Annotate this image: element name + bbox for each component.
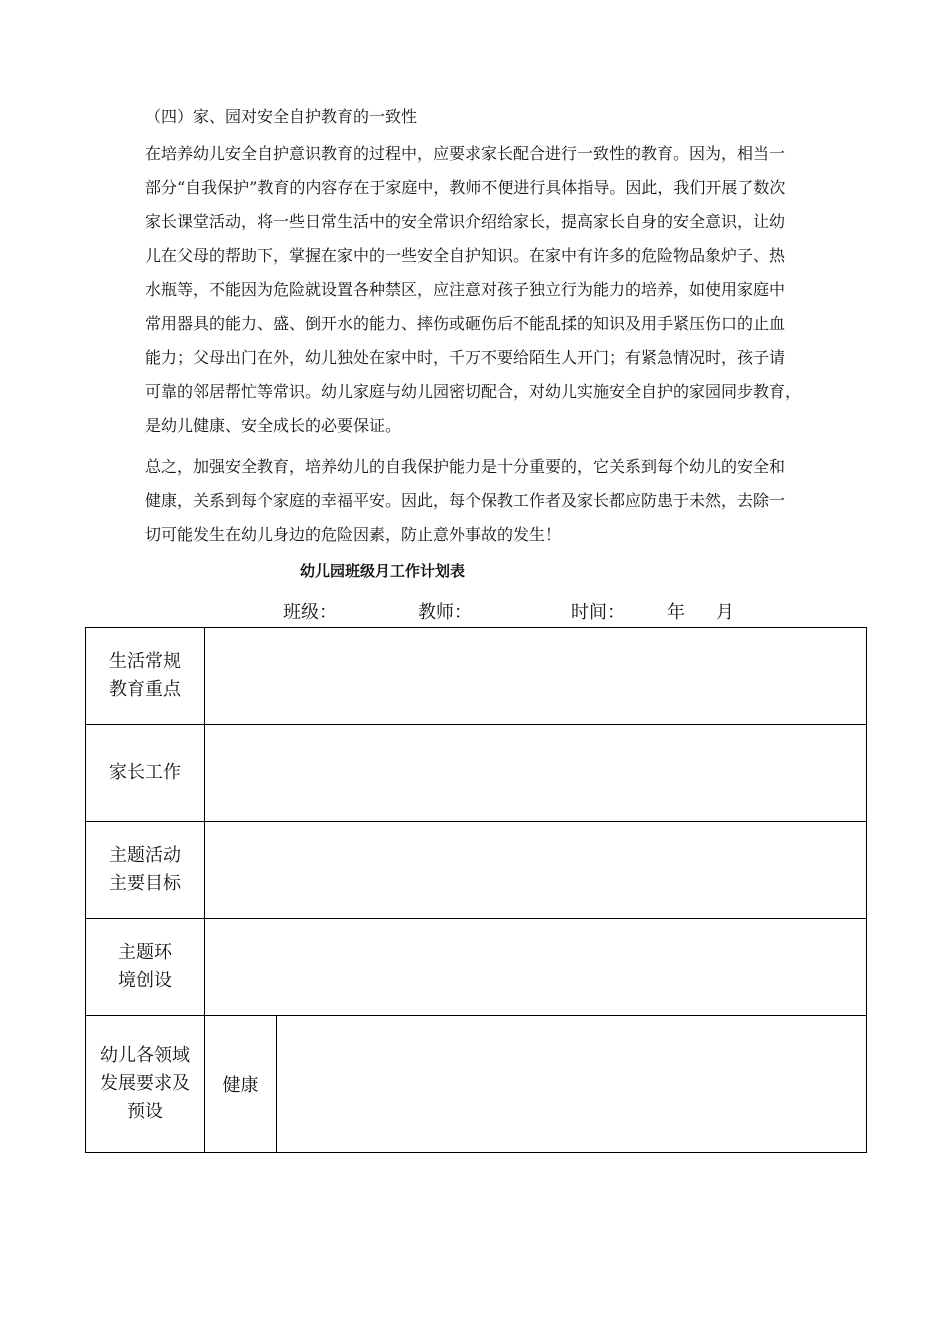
paragraph-line: 在培养幼儿安全自护意识教育的过程中，应要求家长配合进行一致性的教育。因为，相当一	[145, 144, 786, 163]
row-label-theme-goals	[86, 822, 205, 919]
row-label-line: 发展要求及	[100, 1073, 190, 1094]
row-label-line: 预设	[127, 1101, 163, 1122]
paragraph-line: 健康，关系到每个家庭的幸福平安。因此，每个保教工作者及家长都应防患于未然，去除一	[145, 491, 786, 510]
paragraph-line: 常用器具的能力、盛、倒开水的能力、摔伤或砸伤后不能乱揉的知识及用手紧压伤口的止血	[145, 314, 786, 333]
table-row	[86, 1016, 867, 1153]
table-row	[86, 628, 867, 725]
environment-content-cell[interactable]	[205, 919, 867, 1016]
health-content-cell[interactable]	[277, 1016, 867, 1153]
form-title: 幼儿园班级月工作计划表	[300, 562, 466, 580]
class-label: 班级：	[283, 602, 337, 623]
row-label-line: 幼儿各领域	[100, 1045, 190, 1066]
sub-label-health: 健康	[205, 1016, 277, 1153]
paragraph-line: 能力；父母出门在外，幼儿独处在家中时，千万不要给陌生人开门；有紧急情况时，孩子请	[145, 348, 786, 367]
row-label-line: 主题环	[118, 942, 172, 963]
row-label-line: 家长工作	[109, 762, 181, 783]
row-label-line: 境创设	[118, 970, 172, 991]
paragraph-line: 切可能发生在幼儿身边的危险因素，防止意外事故的发生！	[145, 525, 562, 544]
paragraph-line: 总之，加强安全教育，培养幼儿的自我保护能力是十分重要的，它关系到每个幼儿的安全和	[145, 457, 786, 476]
time-label: 时间：	[571, 602, 625, 623]
row-label-line: 主题活动	[109, 845, 181, 866]
row-label-environment	[86, 919, 205, 1016]
paragraph-family-school-consistency	[145, 137, 821, 443]
parent-work-content-cell[interactable]	[205, 725, 867, 822]
month-label: 月	[716, 602, 734, 623]
table-row	[86, 822, 867, 919]
paragraph-conclusion	[145, 450, 821, 552]
paragraph-line: 水瓶等，不能因为危险就设置各种禁区，应注意对孩子独立行为能力的培养，如使用家庭中	[145, 280, 786, 299]
row-label-line: 主要目标	[109, 873, 181, 894]
year-label: 年	[667, 602, 685, 623]
row-label-line: 教育重点	[109, 679, 181, 700]
row-label-development	[86, 1016, 205, 1153]
paragraph-line: 家长课堂活动，将一些日常生活中的安全常识介绍给家长，提高家长自身的安全意识，让幼	[145, 212, 786, 231]
table-row	[86, 725, 867, 822]
paragraph-line: 部分“自我保护”教育的内容存在于家庭中，教师不便进行具体指导。因此，我们开展了数次	[145, 178, 786, 197]
paragraph-line: 儿在父母的帮助下，掌握在家中的一些安全自护知识。在家中有许多的危险物品象炉子、热	[145, 246, 786, 265]
monthly-plan-table	[85, 627, 867, 1153]
routine-content-cell[interactable]	[205, 628, 867, 725]
row-label-line: 生活常规	[109, 651, 181, 672]
row-label-routine	[86, 628, 205, 725]
teacher-label: 教师：	[418, 602, 472, 623]
paragraph-line: 可靠的邻居帮忙等常识。幼儿家庭与幼儿园密切配合，对幼儿实施安全自护的家园同步教育，	[145, 382, 802, 401]
table-row	[86, 919, 867, 1016]
row-label-parent-work	[86, 725, 205, 822]
theme-goals-content-cell[interactable]	[205, 822, 867, 919]
paragraph-line: 是幼儿健康、安全成长的必要保证。	[145, 416, 402, 435]
section-heading: （四）家、园对安全自护教育的一致性	[145, 107, 418, 126]
